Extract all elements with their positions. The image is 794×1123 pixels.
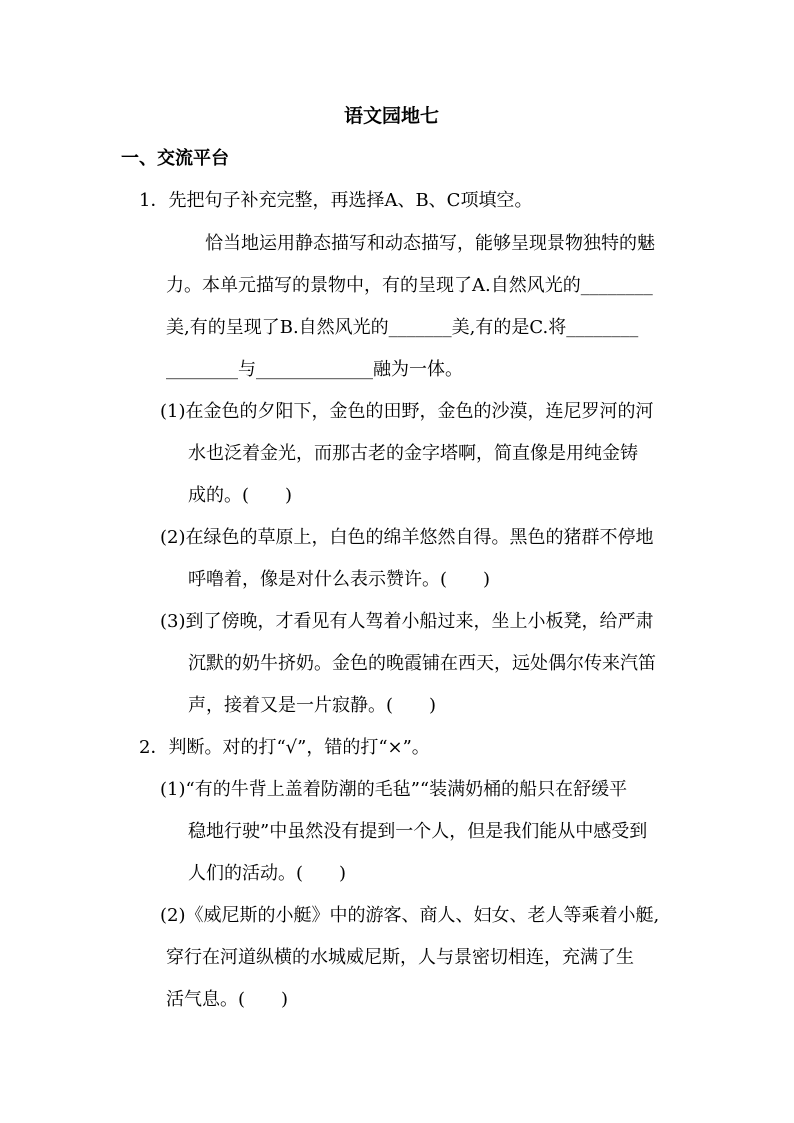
- passage-line: 恰当地运用静态描写和动态描写，能够呈现景物独特的魅: [205, 233, 655, 254]
- q1-item-2-line: 呼噜着，像是对什么表示赞许。( ): [188, 569, 491, 590]
- q2-item-2-line: (2)《威尼斯的小艇》中的游客、商人、妇女、老人等乘着小艇,: [160, 905, 660, 926]
- q2-item-2-line: 穿行在河道纵横的水城威尼斯，人与景密切相连，充满了生: [166, 947, 634, 968]
- passage-line: 力。本单元描写的景物中，有的呈现了A.自然风光的________: [166, 275, 653, 296]
- q1-item-1-line: 成的。( ): [188, 485, 293, 506]
- question-1-prompt: 1．先把句子补充完整，再选择A、B、C项填空。: [139, 190, 533, 211]
- passage-line: 美,有的呈现了B.自然风光的_______美,有的是C.将________: [166, 317, 639, 338]
- q1-item-1-line: 水也泛着金光，而那古老的金字塔啊，简直像是用纯金铸: [188, 443, 638, 464]
- q2-item-1-line: 稳地行驶”中虽然没有提到一个人，但是我们能从中感受到: [188, 821, 648, 842]
- q2-item-1-line: 人们的活动。( ): [188, 863, 347, 884]
- q1-item-3-line: 沉默的奶牛挤奶。金色的晚霞铺在西天，远处偶尔传来汽笛: [188, 653, 656, 674]
- q1-item-2-line: (2)在绿色的草原上，白色的绵羊悠然自得。黑色的猪群不停地: [160, 527, 654, 548]
- q2-item-1-line: (1)“有的牛背上盖着防潮的毛毡”“装满奶桶的船只在舒缓平: [160, 779, 628, 800]
- q1-item-1-line: (1)在金色的夕阳下，金色的田野，金色的沙漠，连尼罗河的河: [160, 401, 654, 422]
- question-2-prompt: 2．判断。对的打“√”，错的打“×”。: [139, 737, 430, 758]
- q2-item-2-line: 活气息。( ): [166, 989, 289, 1010]
- section-heading: 一、交流平台: [121, 148, 229, 169]
- q1-item-3-line: 声，接着又是一片寂静。( ): [188, 695, 437, 716]
- page-title: 语文园地七: [344, 105, 440, 127]
- passage-line: ________与_____________融为一体。: [166, 359, 463, 380]
- q1-item-3-line: (3)到了傍晚，才看见有人驾着小船过来，坐上小板凳，给严肃: [160, 611, 654, 632]
